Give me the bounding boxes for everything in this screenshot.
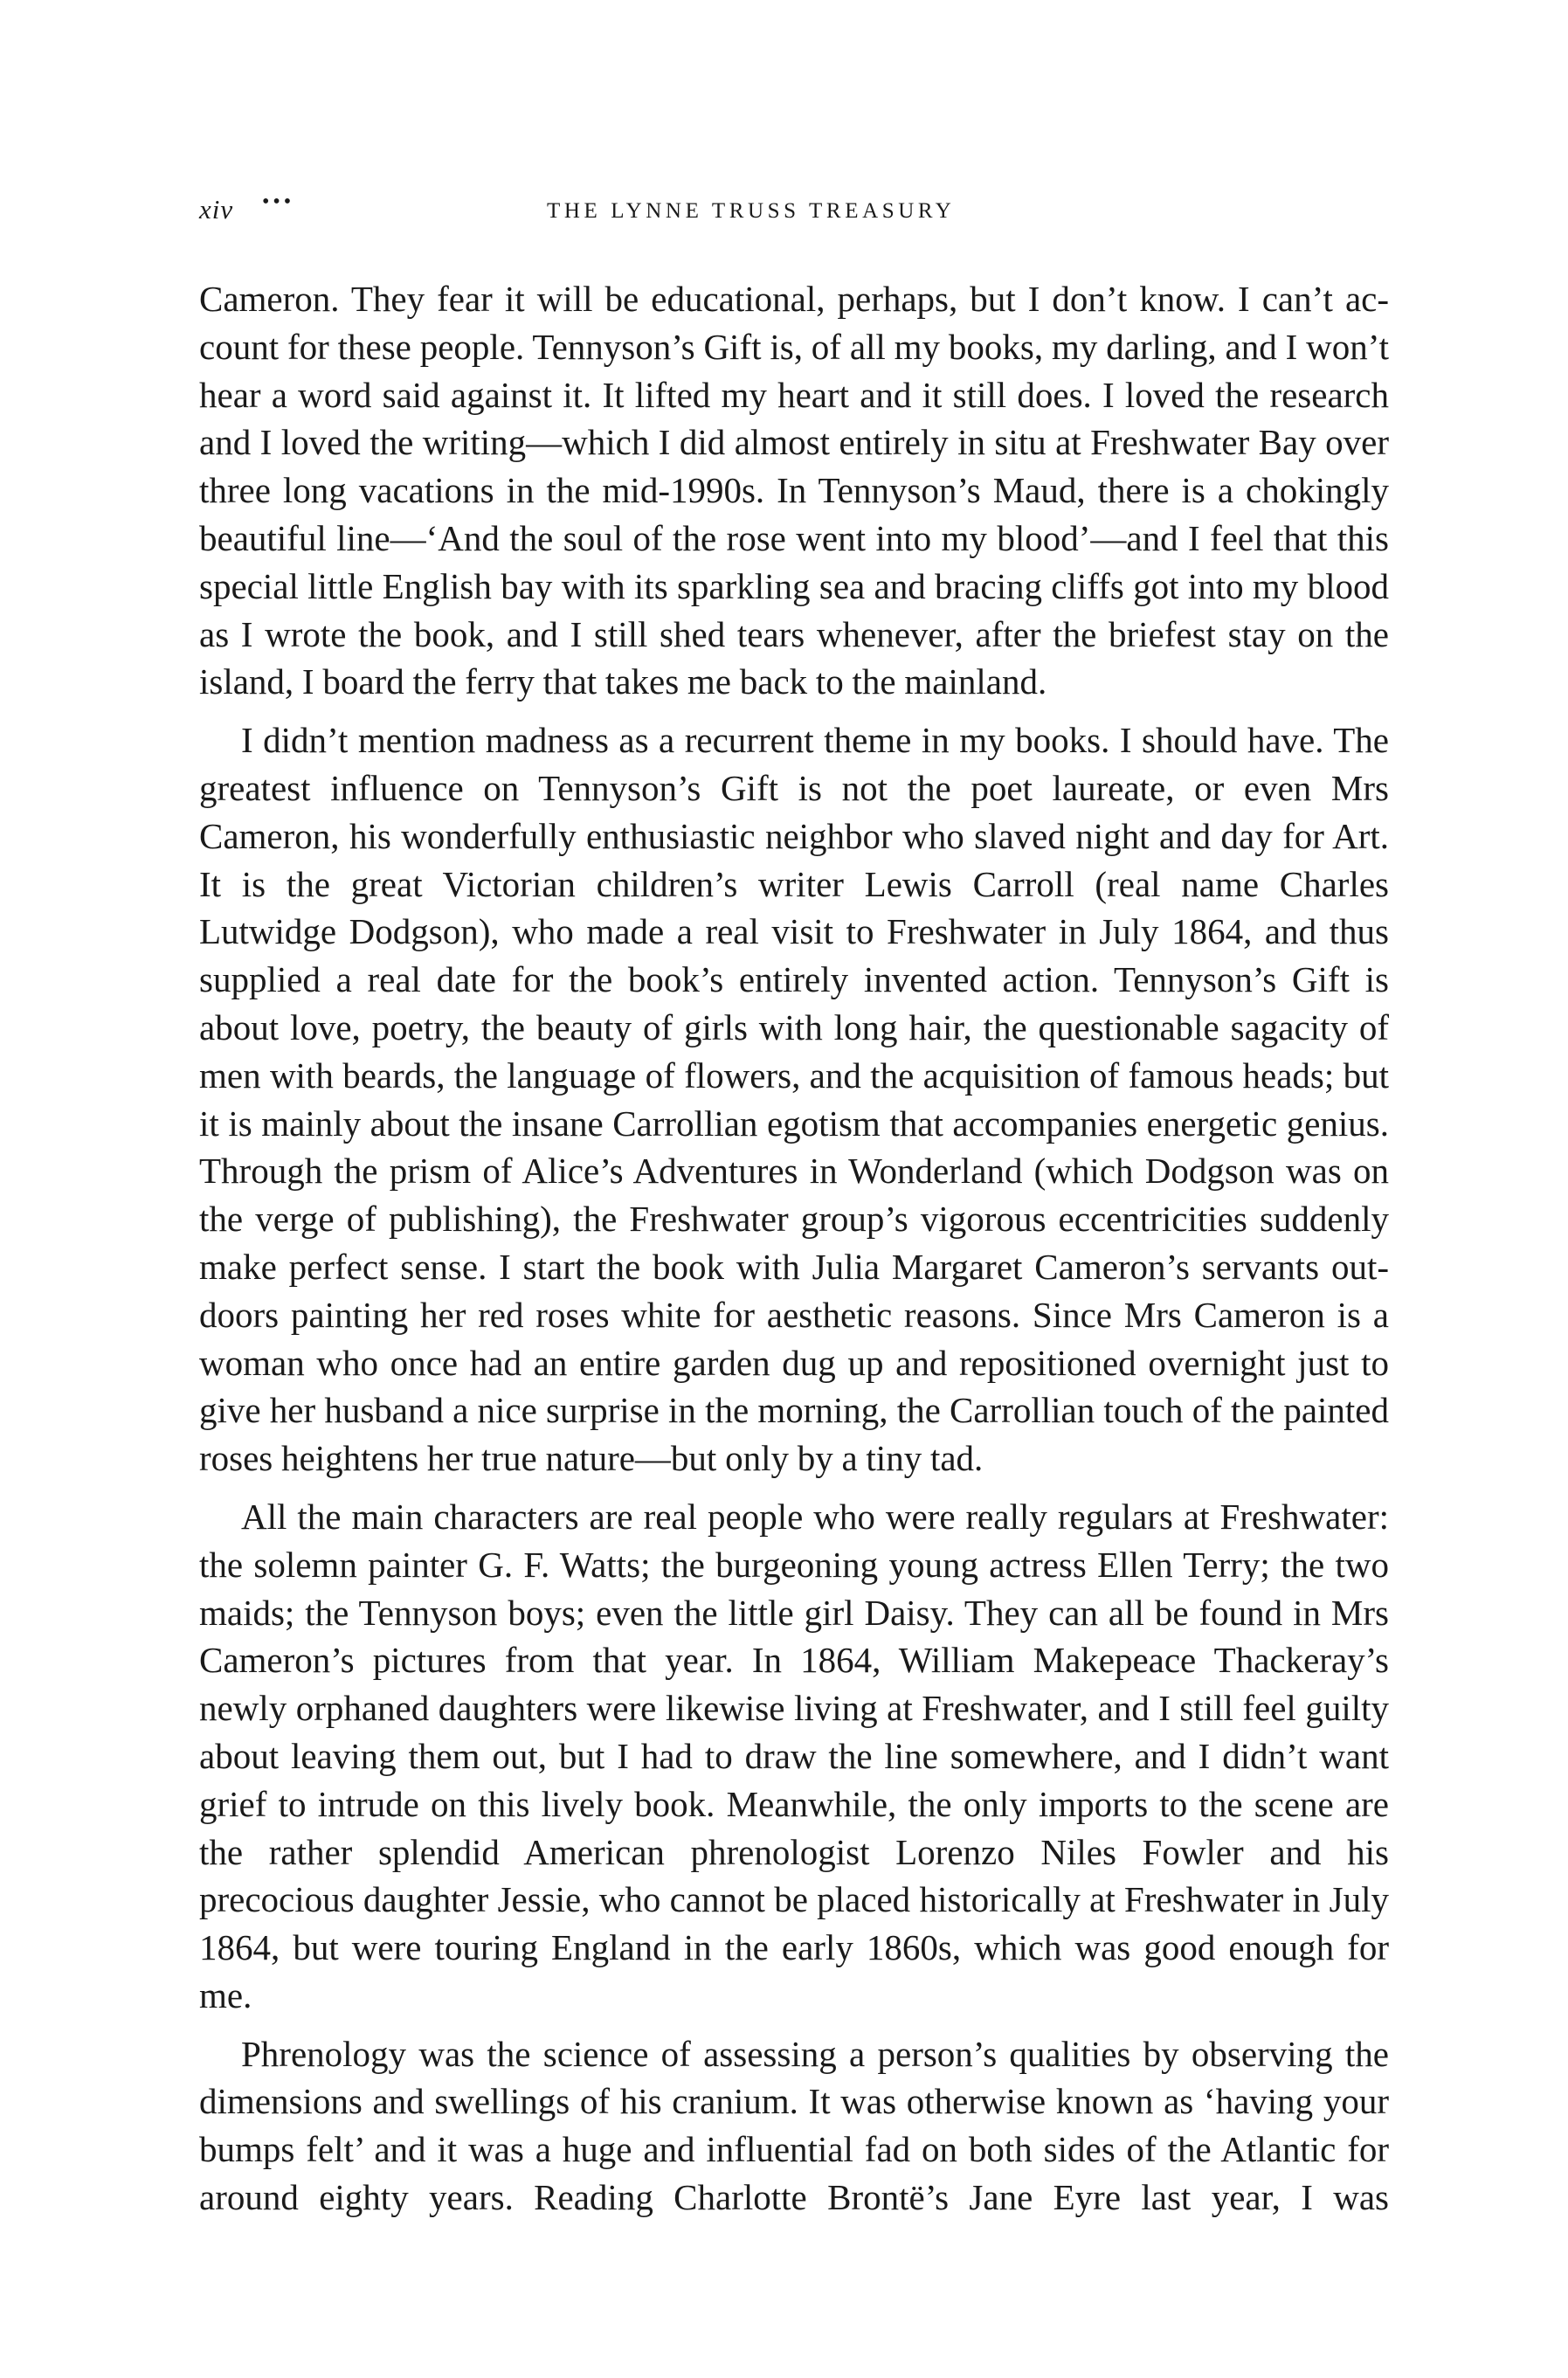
paragraph-1: Cameron. They fear it will be educational, perhaps, but I don’t know. I can’t account for these people. Tennyson’s Gift is, of all my books, my darling, and I won’t hear a word said against it. It lifted my heart and it still does. I loved the research and I loved the writing—which I did almost entirely in situ at Freshwater Bay over three long vacations in the mid-1990s. In Tennyson’s Maud, there is a chokingly beautiful line—‘And the soul of the rose went into my blood’—and I feel that this special little English bay with its sparkling sea and bracing cliffs got into my blood as I wrote the book, and I still shed tears whenever, after the briefest stay on the island, I board the ferry that takes me back to the mainland. xyxy=(199,279,1389,702)
running-title: THE LYNNE TRUSS TREASURY xyxy=(547,199,956,223)
page-number: xiv xyxy=(199,194,234,225)
paragraph-3: All the main characters are real people who were really regulars at Freshwater: the solemn painter G. F. Watts; the burgeoning young actress Ellen Terry; the two maids; the Tennyson boys; even the little girl Daisy. They can all be found in Mrs Cameron’s pictures from that year. In 1864, William Makepeace Thackeray’s newly orphaned daughters were likewise living at Freshwater, and I still feel guilty about leaving them out, but I had to draw the line somewhere, and I didn’t want grief to intrude on this lively book. Meanwhile, the only imports to the scene are the rather splendid American phrenologist Lorenzo Niles Fowler and his precocious daughter Jessie, who cannot be placed historically at Freshwater in July 1864, but were touring England in the early 1860s, which was good enough for me. xyxy=(199,1496,1389,2015)
paragraph-2: I didn’t mention madness as a recurrent theme in my books. I should have. The greatest influence on Tennyson’s Gift is not the poet laureate, or even Mrs Cameron, his wonderfully enthusiastic neighbor who slaved night and day for Art. It is the great Victorian children’s writer Lewis Carroll (real name Charles Lutwidge Dodgson), who made a real visit to Freshwater in July 1864, and thus supplied a real date for the book’s entirely invented action. Tennyson’s Gift is about love, poetry, the beauty of girls with long hair, the questionable sagacity of men with beards, the language of flowers, and the acquisition of famous heads; but it is mainly about the insane Carrollian egotism that accompanies energetic genius. Through the prism of Alice’s Adventures in Wonderland (which Dodgson was on the verge of publishing), the Freshwater group’s vigorous eccentricities suddenly make perfect sense. I start the book with Julia Margaret Cameron’s servants outdoors painting her red roses white for aesthetic reasons. Since Mrs Cameron is a woman who once had an entire garden dug up and repositioned overnight just to give her husband a nice surprise in the morning, the Carrollian touch of the painted roses heightens her true nature—but only by a tiny tad. xyxy=(199,720,1389,1479)
paragraph-4: Phrenology was the science of assessing a person’s qualities by observing the dimensions and swellings of his cranium. It was otherwise known as ‘having your bumps felt’ and it was a huge and influential fad on both sides of the Atlantic for around eighty years. Reading Charlotte Brontë’s Jane Eyre last year, I was xyxy=(199,2033,1389,2218)
body-text xyxy=(199,275,1389,2232)
header-ornament: ••• xyxy=(262,190,295,213)
running-header xyxy=(199,190,1389,229)
